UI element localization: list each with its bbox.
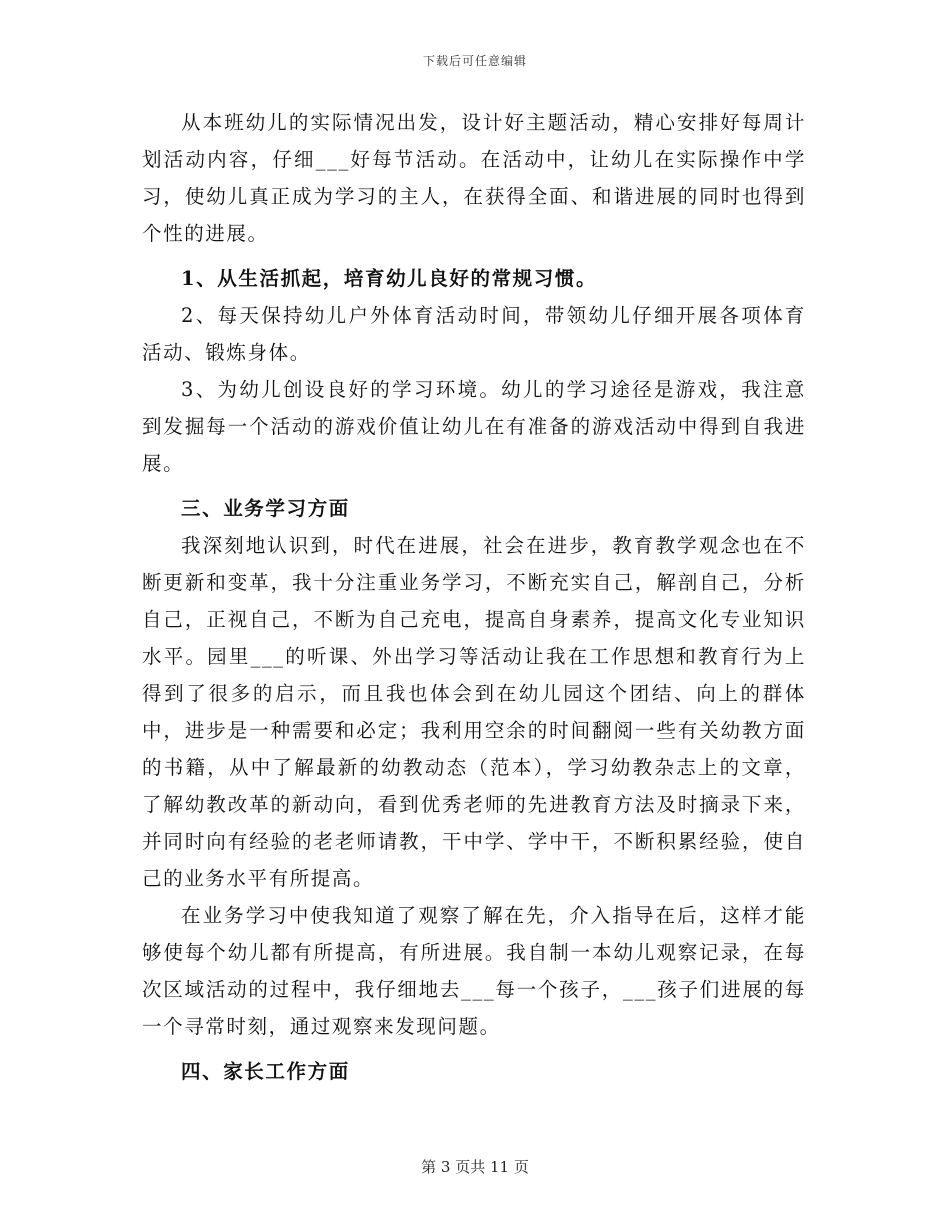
paragraph-observation: 在业务学习中使我知道了观察了解在先，介入指导在后，这样才能够使每个幼儿都有所提高，有所进展。我自制一本幼儿观察记录，在每次区域活动的过程中，我仔细地去___每一个孩子，___孩子们进展的每一个寻常时刻，通过观察来发现问题。 <box>142 904 806 1038</box>
paragraph-activity-planning: 从本班幼儿的实际情况出发，设计好主题活动，精心安排好每周计划活动内容，仔细___好每节活动。在活动中，让幼儿在实际操作中学习，使幼儿真正成为学习的主人，在获得全面、和谐进展的同时也得到个性的进展。 <box>142 111 806 245</box>
heading-professional-study: 三、业务学习方面 <box>181 497 350 520</box>
page-footer: 第 3 页共 11 页 <box>421 1158 529 1176</box>
heading-routine-habits: 1、从生活抓起，培育幼儿良好的常规习惯。 <box>181 267 598 290</box>
paragraph-learning-environment: 3、为幼儿创设良好的学习环境。幼儿的学习途径是游戏，我注意到发掘每一个活动的游戏价值让幼儿在有准备的游戏活动中得到自我进展。 <box>142 378 806 475</box>
paragraph-outdoor-activities: 2、每天保持幼儿户外体育活动时间，带领幼儿仔细开展各项体育活动、锻炼身体。 <box>142 304 806 364</box>
document-body <box>142 104 806 1090</box>
page-header: 下载后可任意编辑 <box>422 54 527 68</box>
heading-parent-work: 四、家长工作方面 <box>181 1060 350 1083</box>
paragraph-professional-study: 我深刻地认识到，时代在进展，社会在进步，教育教学观念也在不断更新和变革，我十分注重业务学习，不断充实自己，解剖自己，分析自己，正视自己，不断为自己充电，提高自身素养，提高文化专业知识水平。园里___的听课、外出学习等活动让我在工作思想和教育行为上得到了很多的启示，而且我也体会到在幼儿园这个团结、向上的群体中，进步是一种需要和必定；我利用空余的时间翻阅一些有关幼教方面的书籍，从中了解最新的幼教动态（范本），学习幼教杂志上的文章，了解幼教改革的新动向，看到优秀老师的先进教育方法及时摘录下来，并同时向有经验的老老师请教，干中学、学中干，不断积累经验，使自己的业务水平有所提高。 <box>142 534 806 890</box>
